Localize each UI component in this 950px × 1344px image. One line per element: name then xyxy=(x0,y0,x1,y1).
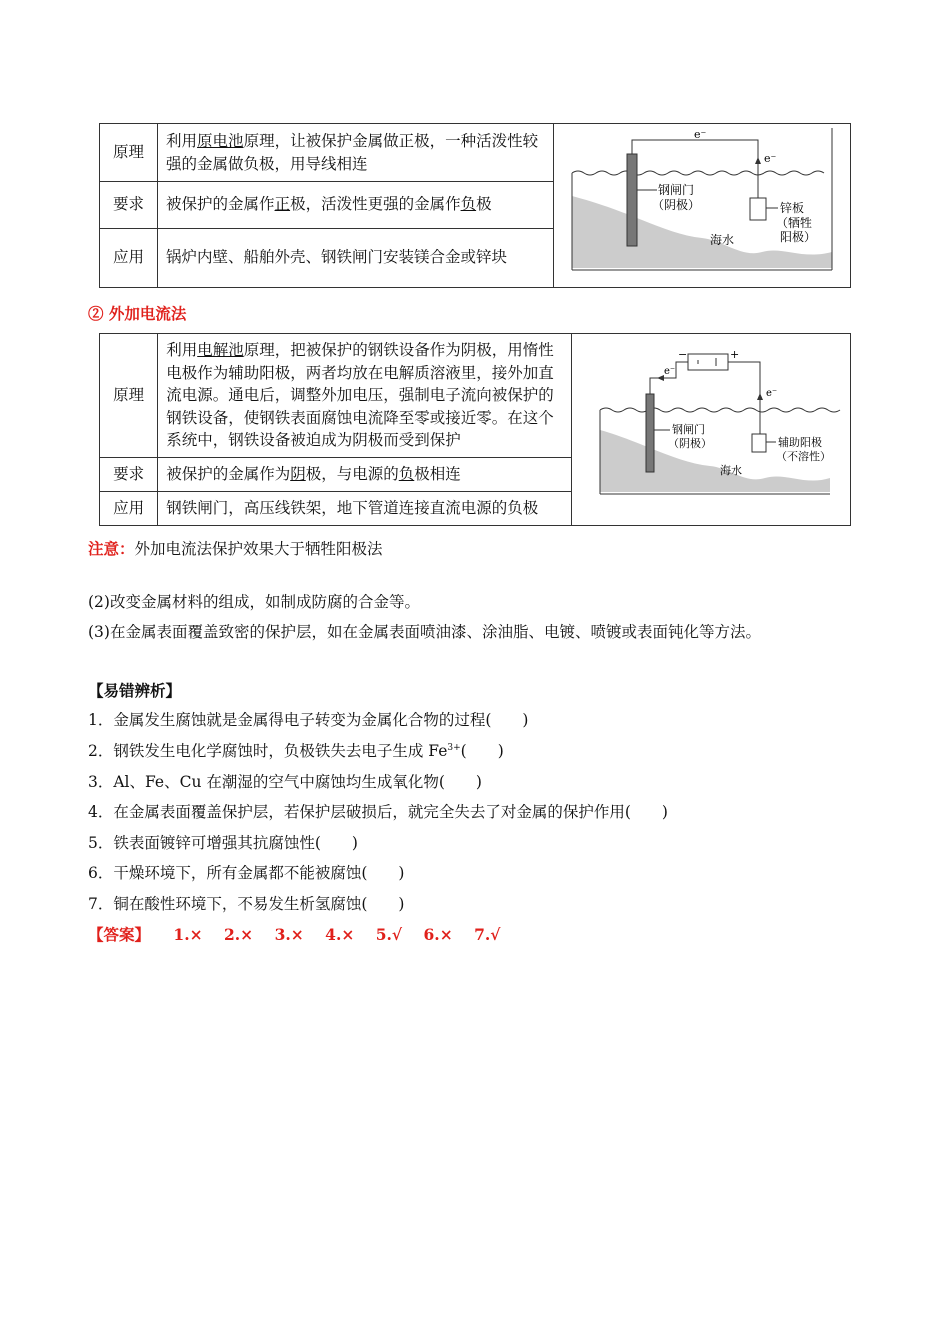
anode-label: 辅助阳极 xyxy=(778,436,822,449)
note: 注意：外加电流法保护效果大于牺牲阳极法 xyxy=(88,539,383,558)
row-label: 要求 xyxy=(100,457,158,491)
electron-label: e⁻ xyxy=(694,128,707,141)
row-label: 应用 xyxy=(100,491,158,525)
list-item: 1．金属发生腐蚀就是金属得电子转变为金属化合物的过程( ) xyxy=(88,711,529,729)
row-label: 应用 xyxy=(100,228,158,287)
electron-label: e⁻ xyxy=(764,152,777,165)
water-label: 海水 xyxy=(710,233,735,247)
row-label: 要求 xyxy=(100,182,158,229)
plate-sub-label: （牺牲 xyxy=(776,216,813,230)
errors-title: 【易错辨析】 xyxy=(88,681,182,700)
list-item: 7．铜在酸性环境下，不易发生析氢腐蚀( ) xyxy=(88,895,405,913)
application-text: 锅炉内壁、船舶外壳、钢铁闸门安装镁合金或锌块 xyxy=(158,228,554,287)
gate-label: 钢闸门 xyxy=(658,183,695,197)
sacrificial-anode-diagram xyxy=(554,124,851,288)
list-item: 6．干燥环境下，所有金属都不能被腐蚀( ) xyxy=(88,864,405,882)
answers: 【答案】 1.× 2.× 3.× 4.× 5.√ 6.× 7.√ xyxy=(88,925,501,944)
plate-sub-label: 阳极） xyxy=(780,230,817,244)
list-item: 2．钢铁发生电化学腐蚀时，负极铁失去电子生成 $Fe^{3+}$( ) xyxy=(88,742,504,760)
row-label: 原理 xyxy=(100,334,158,458)
plate-label: 锌板 xyxy=(780,201,805,215)
water-label: 海水 xyxy=(720,464,742,477)
principle-text: 利用原电池原理，让被保护金属做正极，一种活泼性较强的金属做负极，用导线相连 xyxy=(158,124,554,182)
list-item: 4．在金属表面覆盖保护层，若保护层破损后，就完全失去了对金属的保护作用( ) xyxy=(88,803,668,821)
principle-text: 利用电解池原理，把被保护的钢铁设备作为阴极，用惰性电极作为辅助阳极，两者均放在电解质溶液里，接外加直流电源。通电后，调整外加电压，强制电子流向被保护的钢铁设备，使钢铁表面腐蚀电流降至零或接近零。在这个系统中，钢铁设备被迫成为阴极而受到保护 xyxy=(158,334,572,458)
impressed-current-diagram xyxy=(572,334,851,526)
list-item: 3．Al、Fe、Cu 在潮湿的空气中腐蚀均生成氧化物( ) xyxy=(88,773,482,791)
row-label: 原理 xyxy=(100,124,158,182)
paragraph: (2)改变金属材料的组成，如制成防腐的合金等。 xyxy=(88,593,420,611)
impressed-current-table xyxy=(99,333,851,526)
electron-label: e⁻ xyxy=(664,366,676,377)
list-item: 5．铁表面镀锌可增强其抗腐蚀性( ) xyxy=(88,834,358,852)
section-title: ② 外加电流法 xyxy=(88,304,187,323)
electron-label: e⁻ xyxy=(766,388,778,399)
requirement-text: 被保护的金属作正极，活泼性更强的金属作负极 xyxy=(158,182,554,229)
gate-sub-label: （阴极） xyxy=(668,437,712,450)
gate-label: 钢闸门 xyxy=(672,423,705,436)
paragraph: (3)在金属表面覆盖致密的保护层，如在金属表面喷油漆、涂油脂、电镀、喷镀或表面钝化等方法。 xyxy=(88,623,761,641)
plus-sign: + xyxy=(730,348,740,361)
requirement-text: 被保护的金属作为阴极，与电源的负极相连 xyxy=(158,457,572,491)
gate-sub-label: （阴极） xyxy=(652,198,701,212)
application-text: 钢铁闸门，高压线铁架，地下管道连接直流电源的负极 xyxy=(158,491,572,525)
sacrificial-anode-table xyxy=(99,123,851,288)
minus-sign: − xyxy=(678,348,688,361)
anode-sub-label: （不溶性） xyxy=(776,450,831,463)
